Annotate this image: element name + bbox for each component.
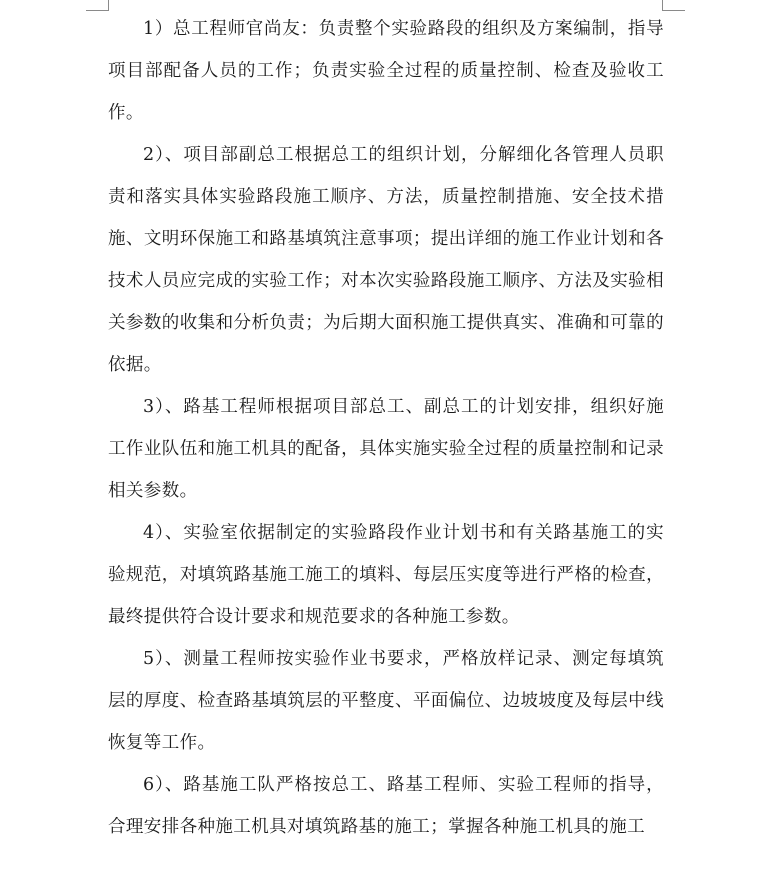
paragraph-subgrade-engineer: 3）、路基工程师根据项目部总工、副总工的计划安排，组织好施工作业队伍和施工机具的配备，具体实施实验全过程的质量控制和记录相关参数。	[108, 397, 664, 501]
paragraph-deputy-chief-engineer: 2）、项目部副总工根据总工的组织计划，分解细化各管理人员职责和落实具体实验路段施工顺序、方法，质量控制措施、安全技术措施、文明环保施工和路基填筑注意事项；提出详细的施工作业计划和各技术人员应完成的实验工作；对本次实验路段施工顺序、方法及实验相关参数的收集和分析负责；为后期大面积施工提供真实、准确和可靠的依据。	[108, 145, 664, 375]
paragraph-survey-engineer: 5）、测量工程师按实验作业书要求，严格放样记录、测定每填筑层的厚度、检查路基填筑层的平整度、平面偏位、边坡坡度及每层中线恢复等工作。	[108, 649, 664, 753]
crop-mark-top-right	[662, 0, 685, 11]
document-body	[108, 8, 664, 890]
paragraph-chief-engineer: 1）总工程师官尚友：负责整个实验路段的组织及方案编制，指导项目部配备人员的工作；负责实验全过程的质量控制、检查及验收工作。	[108, 19, 664, 123]
paragraph-laboratory: 4）、实验室依据制定的实验路段作业计划书和有关路基施工的实验规范，对填筑路基施工施工的填料、每层压实度等进行严格的检查，最终提供符合设计要求和规范要求的各种施工参数。	[108, 523, 664, 627]
paragraph-construction-team: 6）、路基施工队严格按总工、路基工程师、实验工程师的指导，合理安排各种施工机具对填筑路基的施工；掌握各种施工机具的施工	[108, 775, 664, 837]
crop-mark-top-left	[86, 0, 109, 11]
